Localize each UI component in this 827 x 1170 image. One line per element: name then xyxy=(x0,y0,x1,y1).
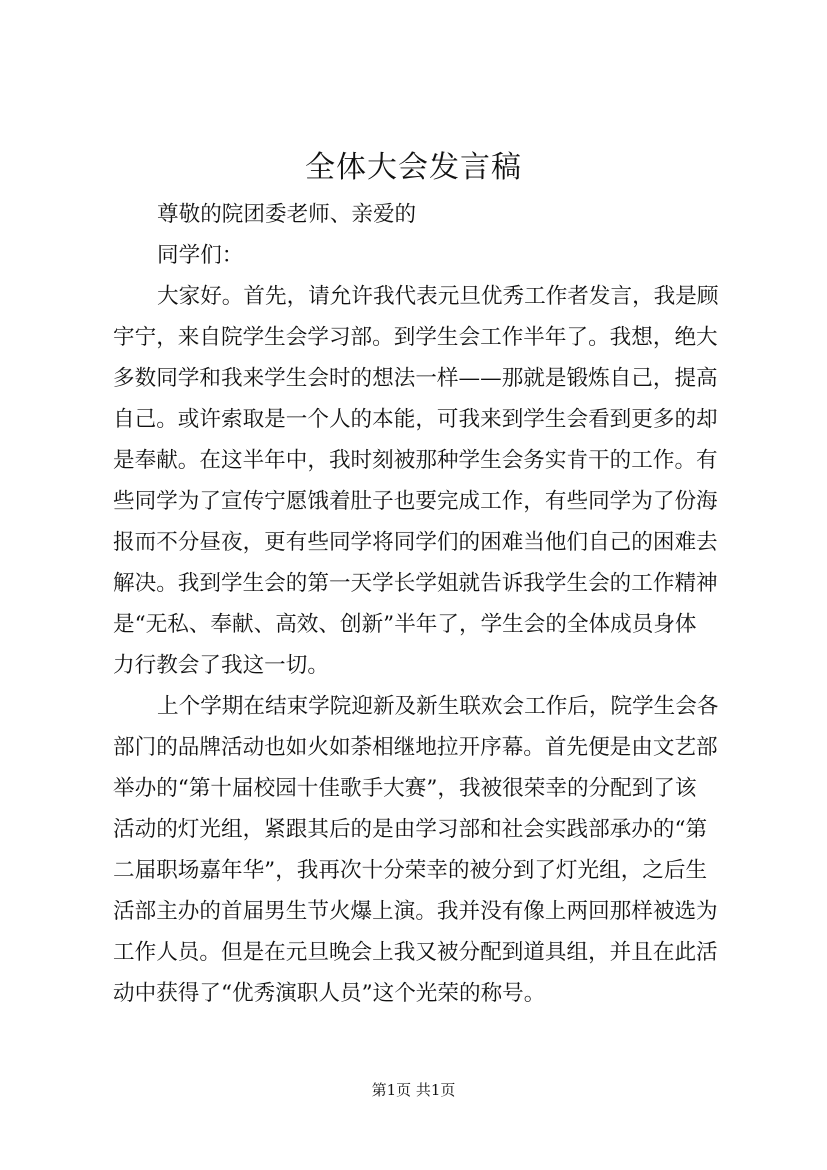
paragraph-1-line: 报而不分昼夜，更有些同学将同学们的困难当他们自己的困难去 xyxy=(113,530,718,555)
paragraph-1-line: 是“无私、奉献、高效、创新”半年了，学生会的全体成员身体 xyxy=(113,612,697,637)
paragraph-1-line: 力行教会了我这一切。 xyxy=(113,653,329,678)
paragraph-2-line: 举办的“第十届校园十佳歌手大赛”，我被很荣幸的分配到了该 xyxy=(113,776,697,801)
paragraph-2-line: 二届职场嘉年华”，我再次十分荣幸的被分到了灯光组，之后生 xyxy=(113,858,708,883)
paragraph-2-line: 活部主办的首届男生节火爆上演。我并没有像上两回那样被选为 xyxy=(113,899,718,924)
paragraph-2-line: 部门的品牌活动也如火如荼相继地拉开序幕。首先便是由文艺部 xyxy=(113,735,718,760)
paragraph-1-line: 些同学为了宣传宁愿饿着肚子也要完成工作，有些同学为了份海 xyxy=(113,489,718,514)
document-title: 全体大会发言稿 xyxy=(305,150,522,185)
paragraph-2-line: 动中获得了“优秀演职人员”这个光荣的称号。 xyxy=(113,981,546,1006)
paragraph-2-line: 上个学期在结束学院迎新及新生联欢会工作后，院学生会各 xyxy=(157,694,719,719)
paragraph-1-line: 宇宁，来自院学生会学习部。到学生会工作半年了。我想，绝大 xyxy=(113,325,718,350)
paragraph-1-line: 解决。我到学生会的第一天学长学姐就告诉我学生会的工作精神 xyxy=(113,571,718,596)
salutation-line-1: 尊敬的院团委老师、亲爱的 xyxy=(157,202,417,227)
paragraph-1-line: 多数同学和我来学生会时的想法一样——那就是锻炼自己，提高 xyxy=(113,366,718,391)
paragraph-2-line: 工作人员。但是在元旦晚会上我又被分配到道具组，并且在此活 xyxy=(113,940,718,965)
paragraph-2-line: 活动的灯光组，紧跟其后的是由学习部和社会实践部承办的“第 xyxy=(113,817,708,842)
paragraph-1-line: 是奉献。在这半年中，我时刻被那种学生会务实肯干的工作。有 xyxy=(113,448,718,473)
page-footer: 第1页 共1页 xyxy=(371,1081,456,1099)
salutation-line-2: 同学们： xyxy=(157,243,244,268)
paragraph-1-line: 自己。或许索取是一个人的本能，可我来到学生会看到更多的却 xyxy=(113,407,718,432)
paragraph-1-line: 大家好。首先，请允许我代表元旦优秀工作者发言，我是顾 xyxy=(157,284,719,309)
